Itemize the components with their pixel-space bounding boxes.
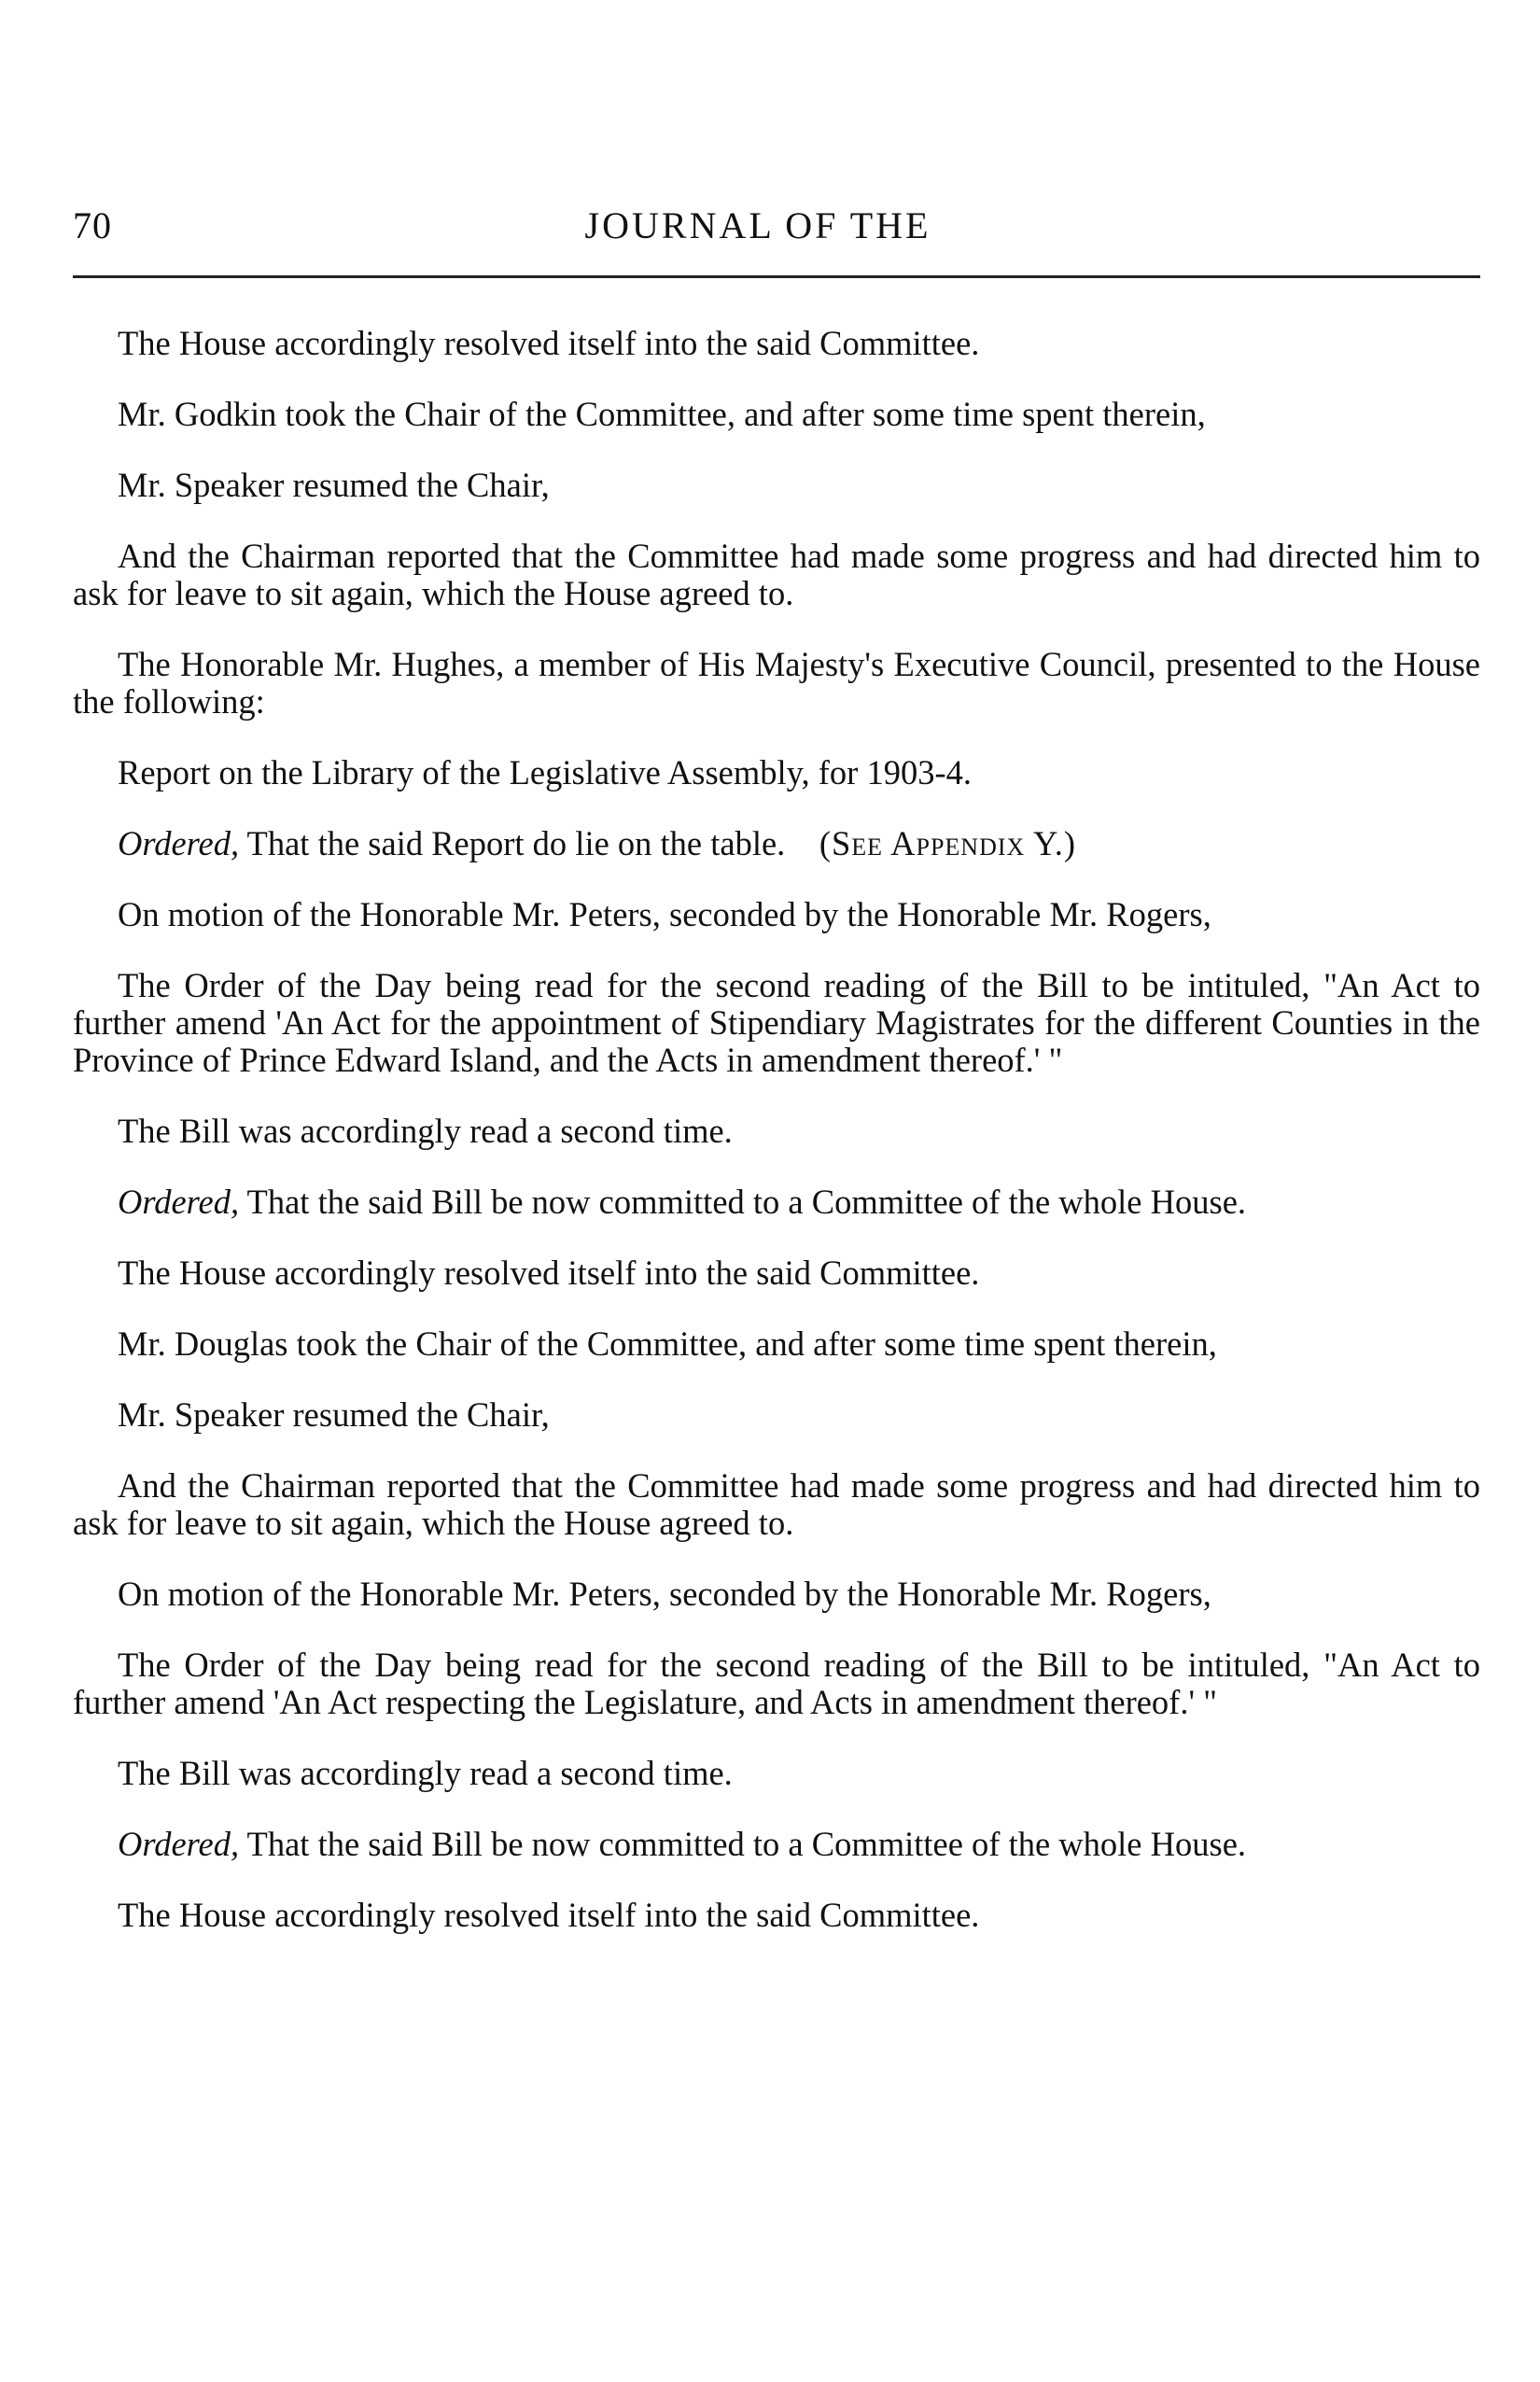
ordered-label: Ordered, xyxy=(118,824,240,862)
paragraph: On motion of the Honorable Mr. Peters, seconded by the Honorable Mr. Rogers, xyxy=(118,1575,1211,1613)
ordered-label: Ordered, xyxy=(118,1183,240,1221)
running-title: JOURNAL OF THE xyxy=(584,204,931,246)
paragraph: And the Chairman reported that the Committee had made some progress and had directed him to ask for leave to sit again, which the House agreed to. xyxy=(73,537,1480,612)
paragraph: The Order of the Day being read for the second reading of the Bill to be intituled, "An Act to further amend 'An Act respecting the Legislature, and Acts in amendment thereof.' " xyxy=(73,1646,1480,1721)
paragraph: The House accordingly resolved itself into the said Committee. xyxy=(118,1254,980,1292)
paragraph: On motion of the Honorable Mr. Peters, seconded by the Honorable Mr. Rogers, xyxy=(118,895,1211,933)
paragraph: Mr. Speaker resumed the Chair, xyxy=(118,1395,550,1434)
ordered-paragraph: Ordered, That the said Bill be now committed to a Committee of the whole House. xyxy=(118,1183,1247,1221)
ordered-paragraph: Ordered, That the said Bill be now committed to a Committee of the whole House. xyxy=(118,1825,1247,1863)
paragraph: The Bill was accordingly read a second time. xyxy=(118,1112,733,1150)
paragraph: Mr. Douglas took the Chair of the Committee, and after some time spent therein, xyxy=(118,1324,1217,1363)
appendix-reference: (See Appendix Y.) xyxy=(819,824,1076,862)
header-rule xyxy=(73,275,1480,278)
paragraph: Mr. Speaker resumed the Chair, xyxy=(118,466,550,504)
paragraph: And the Chairman reported that the Committee had made some progress and had directed him to ask for leave to sit again, which the House agreed to. xyxy=(73,1466,1480,1542)
paragraph: The House accordingly resolved itself into the said Committee. xyxy=(118,324,980,362)
page-header xyxy=(73,203,1480,250)
ordered-label: Ordered, xyxy=(118,1825,240,1863)
paragraph: Mr. Godkin took the Chair of the Committee, and after some time spent therein, xyxy=(118,395,1206,433)
ordered-paragraph: Ordered, That the said Report do lie on the table. (See Appendix Y.) xyxy=(118,824,1076,862)
paragraph: The Order of the Day being read for the second reading of the Bill to be intituled, "An Act to further amend 'An Act for the appointment of Stipendiary Magistrates for the different Counties in the Province of Prince Edward Island, and the Acts in amendment thereof.' " xyxy=(73,966,1480,1079)
journal-page xyxy=(73,0,1480,2382)
paragraph: The Bill was accordingly read a second time. xyxy=(118,1754,733,1792)
paragraph: Report on the Library of the Legislative Assembly, for 1903-4. xyxy=(118,753,972,792)
paragraph: The Honorable Mr. Hughes, a member of His Majesty's Executive Council, presented to the House the following: xyxy=(73,645,1480,721)
page-number: 70 xyxy=(73,204,112,246)
journal-body xyxy=(73,325,1480,1934)
paragraph: The House accordingly resolved itself into the said Committee. xyxy=(118,1896,980,1934)
